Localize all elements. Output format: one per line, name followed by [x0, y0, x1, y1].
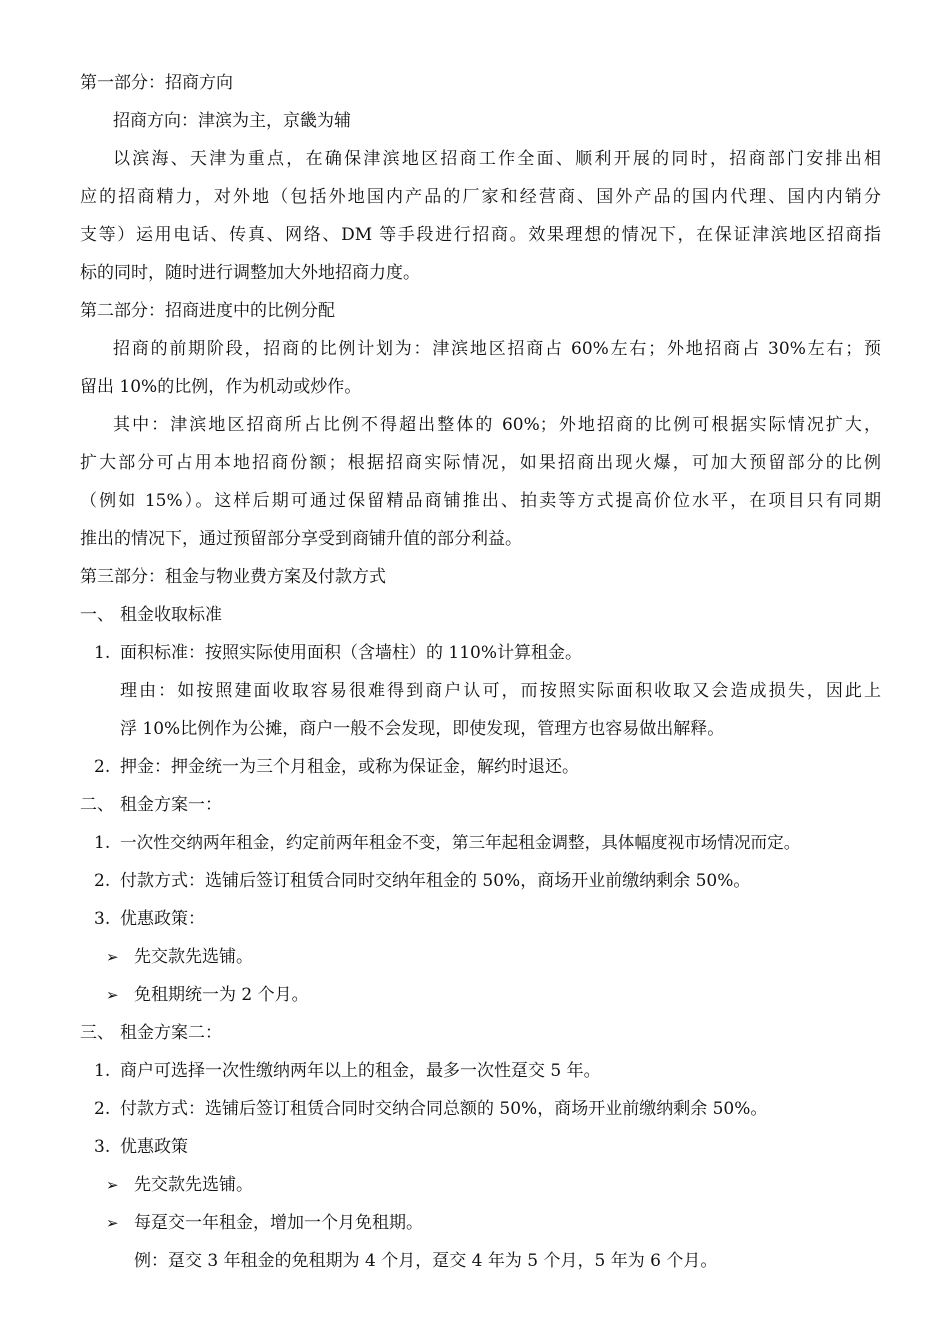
part2-para2-line: 扩大部分可占用本地招商份额；根据招商实际情况，如果招商出现火爆，可加大预留部分的比例	[80, 453, 881, 473]
part1-para-line: 以滨海、天津为重点，在确保津滨地区招商工作全面、顺利开展的同时，招商部门安排出相	[113, 149, 881, 169]
sec1-item-text: 押金：押金统一为三个月租金，或称为保证金，解约时退还。	[120, 757, 579, 777]
part2-para2-line: （例如 15%）。这样后期可通过保留精品商铺推出、拍卖等方式提高价位水平，在项目只有同期	[80, 491, 881, 511]
sec3-item-text: 商户可选择一次性缴纳两年以上的租金，最多一次性趸交 5 年。	[120, 1061, 601, 1081]
part2-heading: 第二部分：招商进度中的比例分配	[80, 301, 335, 321]
sec2-bullet-text: 免租期统一为 2 个月。	[134, 985, 309, 1005]
sec2-number: 二、	[80, 795, 114, 815]
arrowhead-bullet-icon: ➢	[106, 948, 119, 966]
part2-para2-line: 其中：津滨地区招商所占比例不得超出整体的 60%；外地招商的比例可根据实际情况扩大，	[113, 415, 881, 435]
sec2-item-number: 1.	[94, 833, 111, 853]
part1-direction: 招商方向：津滨为主，京畿为辅	[113, 111, 351, 131]
sec1-reason-line: 浮 10%比例作为公摊，商户一般不会发现，即使发现，管理方也容易做出解释。	[120, 719, 725, 739]
sec3-item-number: 1.	[94, 1061, 111, 1081]
sec2-item-text: 付款方式：选铺后签订租赁合同时交纳年租金的 50%，商场开业前缴纳剩余 50%。	[120, 871, 751, 891]
part1-heading: 第一部分：招商方向	[80, 73, 233, 93]
sec3-example: 例：趸交 3 年租金的免租期为 4 个月，趸交 4 年为 5 个月，5 年为 6 个月。	[134, 1251, 718, 1271]
part1-para-line: 标的同时，随时进行调整加大外地招商力度。	[80, 263, 420, 283]
sec3-number: 三、	[80, 1023, 114, 1043]
part1-para-line: 应的招商精力，对外地（包括外地国内产品的厂家和经营商、国外产品的国内代理、国内内销分	[80, 187, 881, 207]
part2-para2-line: 推出的情况下，通过预留部分享受到商铺升值的部分利益。	[80, 529, 522, 549]
sec2-title: 租金方案一：	[120, 795, 222, 815]
sec3-item-text: 付款方式：选铺后签订租赁合同时交纳合同总额的 50%，商场开业前缴纳剩余 50%。	[120, 1099, 768, 1119]
sec1-item-number: 1.	[94, 643, 111, 663]
sec3-item-number: 2.	[94, 1099, 111, 1119]
sec2-item-number: 3.	[94, 909, 111, 929]
sec1-reason-line: 理由：如按照建面收取容易很难得到商户认可，而按照实际面积收取又会造成损失，因此上	[120, 681, 881, 701]
arrowhead-bullet-icon: ➢	[106, 986, 119, 1004]
sec3-item-number: 3.	[94, 1137, 111, 1157]
sec1-title: 租金收取标准	[120, 605, 222, 625]
sec2-bullet-text: 先交款先选铺。	[134, 947, 253, 967]
sec3-item-text: 优惠政策	[120, 1137, 188, 1157]
sec2-item-text: 优惠政策：	[120, 909, 205, 929]
sec2-item-number: 2.	[94, 871, 111, 891]
arrowhead-bullet-icon: ➢	[106, 1176, 119, 1194]
arrowhead-bullet-icon: ➢	[106, 1214, 119, 1232]
part2-para1-line: 招商的前期阶段，招商的比例计划为：津滨地区招商占 60%左右；外地招商占 30%左右；预	[113, 339, 881, 359]
sec1-item-text: 面积标准：按照实际使用面积（含墙柱）的 110%计算租金。	[120, 643, 583, 663]
sec1-number: 一、	[80, 605, 114, 625]
sec2-item-text: 一次性交纳两年租金，约定前两年租金不变，第三年起租金调整，具体幅度视市场情况而定。	[120, 833, 801, 852]
sec3-title: 租金方案二：	[120, 1023, 222, 1043]
part2-para1-line: 留出 10%的比例，作为机动或炒作。	[80, 377, 362, 397]
sec3-bullet-text: 先交款先选铺。	[134, 1175, 253, 1195]
part1-para-line: 支等）运用电话、传真、网络、DM 等手段进行招商。效果理想的情况下，在保证津滨地区招商指	[80, 225, 881, 245]
sec3-bullet-text: 每趸交一年租金，增加一个月免租期。	[134, 1213, 423, 1233]
sec1-item-number: 2.	[94, 757, 111, 777]
part3-heading: 第三部分：租金与物业费方案及付款方式	[80, 567, 386, 587]
